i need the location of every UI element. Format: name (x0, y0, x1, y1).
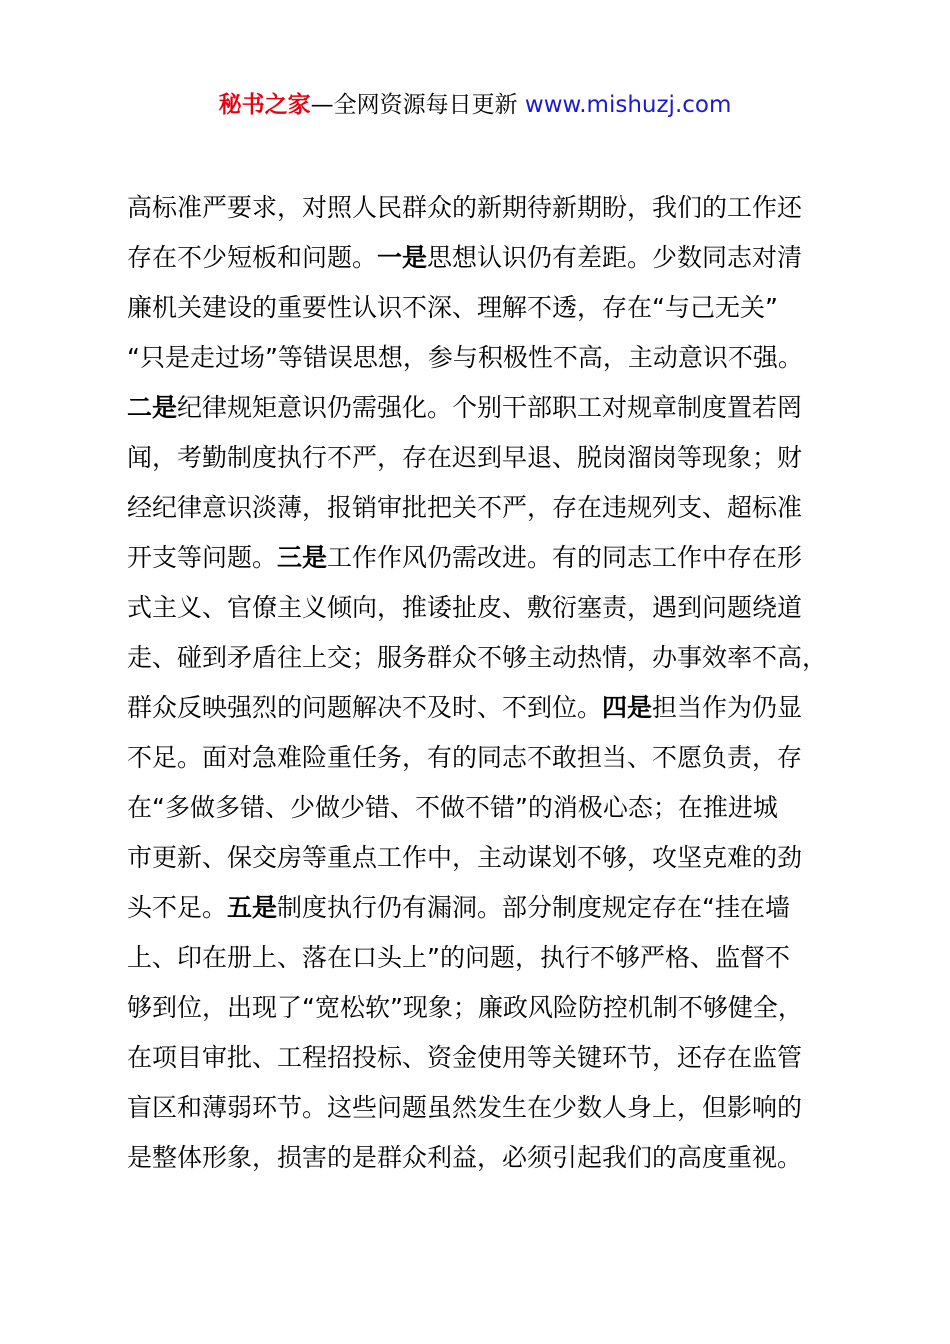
text-segment: 制度执行仍有漏洞。部分制度规定存在“挂在墙 (277, 893, 790, 922)
text-line (127, 633, 867, 683)
text-line (127, 983, 867, 1033)
text-line (127, 783, 867, 833)
text-line (127, 683, 867, 733)
text-segment: 廉机关建设的重要性认识不深、理解不透，存在“与己无关” (127, 293, 778, 322)
brand-name: 秘书之家 (218, 92, 311, 118)
text-line (127, 333, 867, 383)
text-line (127, 1133, 867, 1183)
item-marker: 一是 (377, 243, 428, 272)
text-segment: 工作作风仍需改进。有的同志工作中存在形 (327, 543, 803, 572)
text-line (127, 283, 867, 333)
text-segment: 上、印在册上、落在口头上”的问题，执行不够严格、监督不 (127, 943, 790, 972)
item-marker: 三是 (277, 543, 328, 572)
text-segment: 式主义、官僚主义倾向，推诿扯皮、敷衍塞责，遇到问题绕道 (127, 593, 803, 622)
text-segment: 够到位，出现了“宽松软”现象；廉政风险防控机制不够健全， (127, 993, 803, 1022)
text-segment: 存在不少短板和问题。 (127, 243, 378, 272)
text-segment: 市更新、保交房等重点工作中，主动谋划不够，攻坚克难的劲 (127, 843, 803, 872)
text-line (127, 933, 867, 983)
text-segment: 群众反映强烈的问题解决不及时、不到位。 (127, 693, 603, 722)
text-line (127, 433, 867, 483)
text-line (127, 1033, 867, 1083)
site-url-link[interactable]: www.mishuzj.com (524, 92, 732, 118)
header-tagline: —全网资源每日更新 (310, 92, 518, 118)
text-segment: 担当作为仍显 (652, 693, 803, 722)
text-line (127, 1083, 867, 1133)
text-segment: 闻，考勤制度执行不严，存在迟到早退、脱岗溜岗等现象；财 (127, 443, 803, 472)
item-marker: 二是 (127, 393, 178, 422)
text-line (127, 483, 867, 533)
text-line (127, 383, 867, 433)
page-header (0, 88, 950, 122)
text-segment: 经纪律意识淡薄，报销审批把关不严，存在违规列支、超标准 (127, 493, 803, 522)
text-segment: 头不足。 (127, 893, 228, 922)
text-line (127, 583, 867, 633)
text-segment: 在项目审批、工程招投标、资金使用等关键环节，还存在监管 (127, 1043, 803, 1072)
text-segment: 思想认识仍有差距。少数同志对清 (427, 243, 803, 272)
text-segment: 纪律规矩意识仍需强化。个别干部职工对规章制度置若罔 (177, 393, 803, 422)
text-segment: 盲区和薄弱环节。这些问题虽然发生在少数人身上，但影响的 (127, 1093, 803, 1122)
text-line (127, 533, 867, 583)
text-segment: “只是走过场”等错误思想，参与积极性不高，主动意识不强。 (127, 343, 803, 372)
text-segment: 开支等问题。 (127, 543, 278, 572)
text-segment: 在“多做多错、少做少错、不做不错”的消极心态；在推进城 (127, 793, 778, 822)
text-segment: 不足。面对急难险重任务，有的同志不敢担当、不愿负责，存 (127, 743, 803, 772)
item-marker: 四是 (602, 693, 653, 722)
text-line (127, 883, 867, 933)
text-line (127, 183, 867, 233)
document-body (127, 183, 867, 1183)
item-marker: 五是 (227, 893, 278, 922)
text-line (127, 833, 867, 883)
text-line (127, 733, 867, 783)
text-segment: 是整体形象，损害的是群众利益，必须引起我们的高度重视。 (127, 1143, 803, 1172)
text-segment: 高标准严要求，对照人民群众的新期待新期盼，我们的工作还 (127, 193, 803, 222)
text-line (127, 233, 867, 283)
text-segment: 走、碰到矛盾往上交；服务群众不够主动热情，办事效率不高， (127, 643, 828, 672)
